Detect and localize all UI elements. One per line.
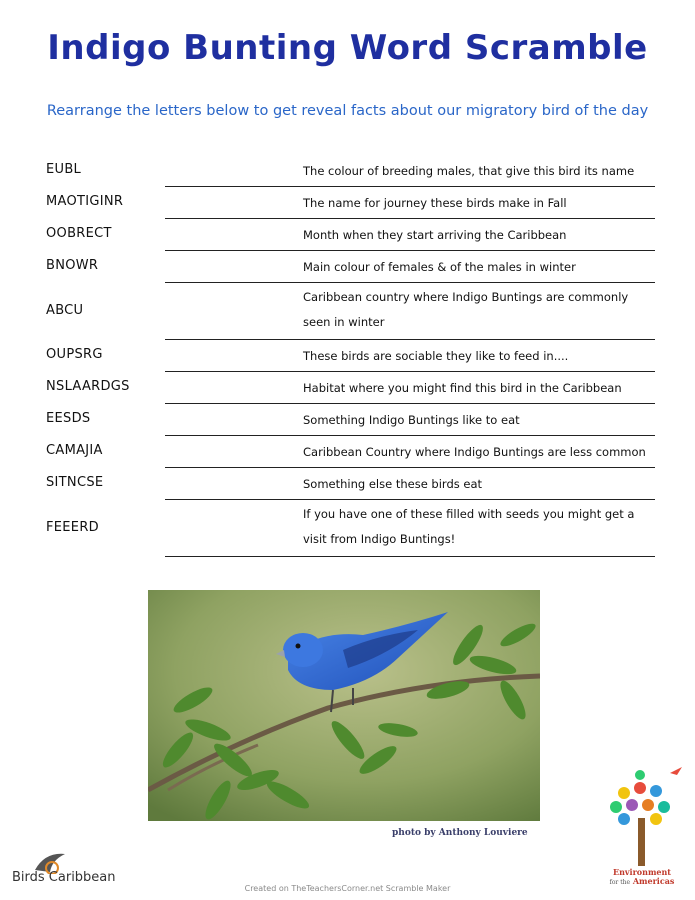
tree-logo-icon <box>602 763 688 868</box>
table-row <box>0 436 695 468</box>
table-row <box>0 340 695 372</box>
scrambled-word: NSLAARDGS <box>46 379 130 394</box>
scrambled-word: OOBRECT <box>46 226 112 241</box>
table-row <box>0 468 695 500</box>
clue-text: Something else these birds eat <box>303 477 483 491</box>
clue-text: The name for journey these birds make in Fall <box>303 196 567 210</box>
table-row <box>0 187 695 219</box>
table-row <box>0 219 695 251</box>
clue-text: Something Indigo Buntings like to eat <box>303 413 520 427</box>
clue-text: If you have one of these filled with seeds you might get a visit from Indigo Buntings! <box>303 507 635 546</box>
clue-text: Caribbean Country where Indigo Buntings are less common <box>303 445 646 459</box>
logo-right-line2: for the <box>609 879 631 886</box>
scrambled-word: OUPSRG <box>46 347 103 362</box>
scrambled-word: ABCU <box>46 302 84 318</box>
scrambled-word: CAMAJIA <box>46 443 103 458</box>
scrambled-word: MAOTIGINR <box>46 194 124 209</box>
table-row <box>0 251 695 283</box>
logo-right-line3: Americas <box>632 876 675 886</box>
scramble-table <box>0 155 695 557</box>
scrambled-word: SITNCSE <box>46 475 104 490</box>
page-title: Indigo Bunting Word Scramble <box>47 28 648 68</box>
scrambled-word: EESDS <box>46 411 91 426</box>
scrambled-word: BNOWR <box>46 258 99 273</box>
photo-credit: photo by Anthony Louviere <box>392 828 528 838</box>
clue-text: The colour of breeding males, that give this bird its name <box>303 164 635 178</box>
clue-text: These birds are sociable they like to feed in.... <box>303 349 569 363</box>
environment-americas-logo <box>602 763 688 893</box>
instructions: Rearrange the letters below to get reveal facts about our migratory bird of the day <box>46 103 649 119</box>
table-row <box>0 283 695 340</box>
clue-text: Month when they start arriving the Caribbean <box>303 228 567 242</box>
clue-text: Caribbean country where Indigo Buntings are commonly seen in winter <box>303 290 629 329</box>
logo-right-line1: Environment <box>612 867 672 877</box>
table-row <box>0 404 695 436</box>
answer-line[interactable] <box>165 556 655 558</box>
scrambled-word: EUBL <box>46 162 82 177</box>
scrambled-word: FEEERD <box>46 519 99 535</box>
clue-text: Main colour of females & of the males in winter <box>303 260 576 274</box>
clue-text: Habitat where you might find this bird in the Caribbean <box>303 381 622 395</box>
table-row <box>0 155 695 187</box>
table-row <box>0 372 695 404</box>
bird-photo <box>148 590 540 821</box>
footer-credit: Created on TheTeachersCorner.net Scramble Maker <box>244 884 451 893</box>
logo-left-text: Birds Caribbean <box>12 870 116 885</box>
table-row <box>0 500 695 557</box>
